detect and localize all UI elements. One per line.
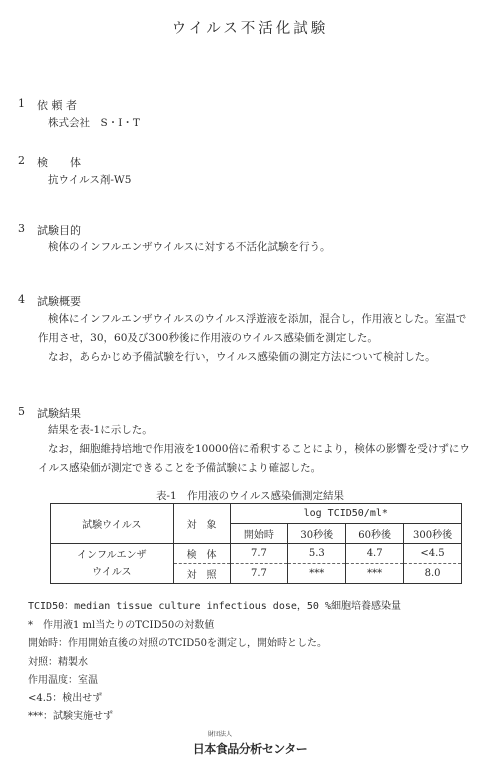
virus-name-line-2: ウイルス xyxy=(92,566,132,578)
note-temperature: 作用温度：室温 xyxy=(28,675,98,686)
cell-value: 4.7 xyxy=(346,544,404,564)
header-time-start: 開始時 xyxy=(230,524,288,544)
sample-name: 抗ウイルス剤-W5 xyxy=(48,174,132,186)
section-3-number: 3 xyxy=(18,222,25,235)
cell-value: <4.5 xyxy=(404,544,462,564)
section-1-heading: 依 頼 者 xyxy=(37,99,77,112)
note-not-performed: ***：試験実施せず xyxy=(28,711,113,722)
cell-value: 8.0 xyxy=(404,564,462,584)
section-5-heading: 試験結果 xyxy=(37,407,81,420)
footer-small-label: 財団法人 xyxy=(207,731,232,738)
cell-value: 5.3 xyxy=(288,544,346,564)
cell-value: *** xyxy=(346,564,404,584)
section-1-number: 1 xyxy=(18,97,25,110)
requester-name: 株式会社 S・I・T xyxy=(48,117,140,129)
organization-logo-text: 日本食品分析センター xyxy=(192,742,308,756)
section-4-heading: 試験概要 xyxy=(37,295,81,308)
header-time-300s: 300秒後 xyxy=(404,524,462,544)
row-target-sample: 検 体 xyxy=(173,544,230,564)
header-log-tcid: log TCID50/ml* xyxy=(230,504,462,524)
overview-line-1: 検体にインフルエンザウイルスのウイルス浮遊液を添加，混合し，作用液とした。室温で xyxy=(48,313,467,325)
header-target: 対 象 xyxy=(173,504,230,544)
note-not-detected: <4.5：検出せず xyxy=(28,693,103,704)
results-table xyxy=(50,503,462,584)
note-tcid-definition: TCID50：median tissue culture infectious dose，50 %細胞培養感染量 xyxy=(28,601,401,612)
cell-value: 7.7 xyxy=(230,564,288,584)
footer-organization xyxy=(0,729,500,757)
table-caption: 表-1 作用液のウイルス感染価測定結果 xyxy=(155,490,345,502)
results-line-2: なお，細胞維持培地で作用液を10000倍に希釈することにより，検体の影響を受けずにウ xyxy=(48,443,470,455)
header-test-virus: 試験ウイルス xyxy=(51,504,174,544)
row-target-control: 対 照 xyxy=(173,564,230,584)
results-line-3: イルス感染価が測定できることを予備試験により確認した。 xyxy=(38,462,322,474)
section-3-heading: 試験目的 xyxy=(37,224,81,237)
virus-name-cell xyxy=(51,544,174,584)
cell-value: *** xyxy=(288,564,346,584)
overview-line-3: なお，あらかじめ予備試験を行い，ウイルス感染価の測定方法について検討した。 xyxy=(48,351,436,363)
section-5-number: 5 xyxy=(18,405,25,418)
cell-value: 7.7 xyxy=(230,544,288,564)
header-time-30s: 30秒後 xyxy=(288,524,346,544)
document-title: ウイルス不活化試験 xyxy=(171,21,329,37)
results-line-1: 結果を表-1に示した。 xyxy=(48,424,153,436)
overview-line-2: 作用させ，30，60及び300秒後に作用液のウイルス感染価を測定した。 xyxy=(38,332,378,344)
section-2-heading: 検 体 xyxy=(37,156,81,169)
purpose-text: 検体のインフルエンザウイルスに対する不活化試験を行う。 xyxy=(48,241,331,253)
section-2-number: 2 xyxy=(18,154,25,167)
section-4-number: 4 xyxy=(18,293,25,306)
note-start-time: 開始時：作用開始直後の対照のTCID50を測定し，開始時とした。 xyxy=(28,638,328,649)
header-time-60s: 60秒後 xyxy=(346,524,404,544)
note-control: 対照：精製水 xyxy=(28,657,88,668)
table-row xyxy=(51,544,462,564)
note-asterisk: * 作用液1 ml当たりのTCID50の対数値 xyxy=(28,620,215,631)
virus-name-line-1: インフルエンザ xyxy=(77,549,147,561)
